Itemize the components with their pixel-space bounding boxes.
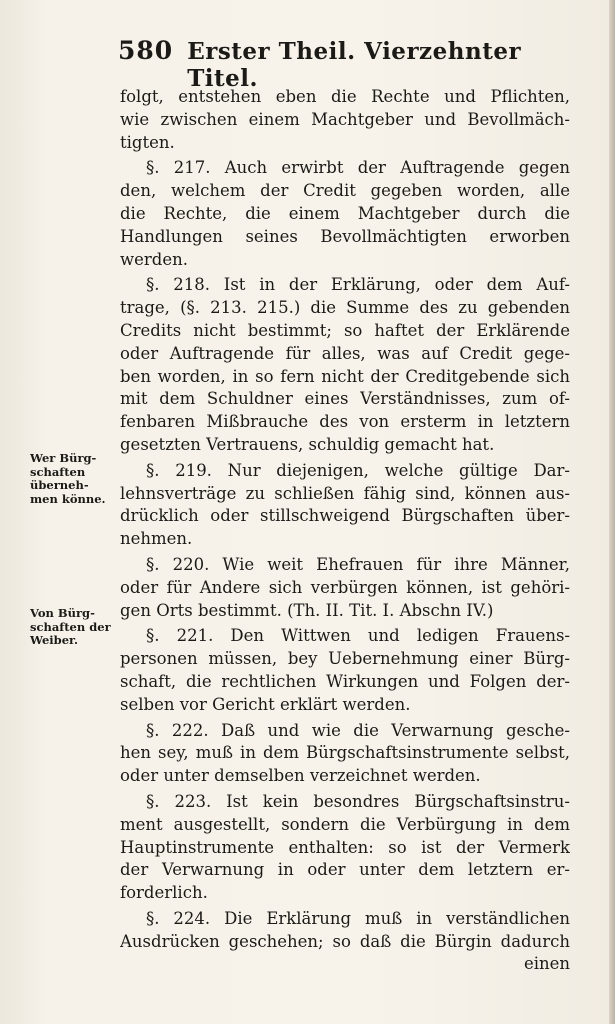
margin-note-women [30, 607, 110, 648]
text-line: Credits nicht bestimmt; so haftet der Erklärende [120, 320, 570, 340]
text-line: ment ausgestellt, sondern die Verbürgung in dem [120, 814, 570, 834]
text-line: nehmen. [120, 529, 193, 549]
text-line: hen sey, muß in dem Bürgschaftsinstrumente selbst, [120, 743, 570, 763]
page-edge [609, 0, 615, 1024]
text-line: §. 217. Auch erwirbt der Auftragende gegen [146, 158, 570, 178]
margin-note-line: Weiber. [30, 633, 79, 647]
margin-note-line: schaften der [30, 619, 111, 634]
page-number: 580 [118, 36, 174, 65]
text-line: §. 220. Wie weit Ehefrauen für ihre Männer, [146, 554, 570, 574]
text-line: lehnsverträge zu schließen fähig sind, können aus- [120, 483, 570, 503]
margin-note-line: men könne. [30, 491, 106, 506]
text-line: drücklich oder stillschweigend Bürgschaften über- [120, 506, 570, 526]
text-line: §. 222. Daß und wie die Verwarnung gesche- [146, 720, 570, 740]
text-line: forderlich. [120, 883, 208, 903]
text-line: trage, (§. 213. 215.) die Summe des zu gebenden [120, 298, 570, 318]
text-line: §. 224. Die Erklärung muß in verständlichen [146, 908, 570, 928]
text-line: oder für Andere sich verbürgen können, ist gehöri- [120, 577, 570, 597]
text-line: Handlungen seines Bevollmächtigten erworben [120, 226, 570, 246]
margin-note-line: Von Bürg- [30, 606, 95, 620]
text-line: fenbaren Mißbrauche des von ersterm in letztern [120, 412, 570, 432]
text-line: selben vor Gericht erklärt werden. [120, 694, 411, 714]
text-line: gesetzten Vertrauens, schuldig gemacht hat. [120, 434, 495, 454]
text-line: gen Orts bestimmt. (Th. II. Tit. I. Abschn IV.) [120, 600, 494, 620]
text-line: §. 219. Nur diejenigen, welche gültige Dar- [146, 460, 570, 480]
text-line: tigten. [120, 132, 175, 152]
text-line: wie zwischen einem Machtgeber und Bevollmäch- [120, 109, 570, 129]
text-line: Ausdrücken geschehen; so daß die Bürgin dadurch [120, 931, 570, 951]
text-line: schaft, die rechtlichen Wirkungen und Folgen der- [120, 671, 570, 691]
text-line: personen müssen, bey Uebernehmung einer Bürg- [120, 649, 570, 669]
text-line: werden. [120, 249, 188, 269]
page-header [118, 36, 568, 92]
text-line: einen [523, 954, 570, 974]
text-line: oder Auftragende für alles, was auf Credit gege- [120, 343, 570, 363]
text-line: folgt, entstehen eben die Rechte und Pflichten, [120, 87, 570, 106]
margin-note-guarantors [30, 452, 110, 506]
body-text [120, 86, 570, 976]
text-line: der Verwarnung in oder unter dem letztern er- [120, 860, 570, 880]
text-line: den, welchem der Credit gegeben worden, alle [120, 181, 570, 201]
text-line: oder unter demselben verzeichnet werden. [120, 766, 481, 786]
text-line: §. 218. Ist in der Erklärung, oder dem Auf- [146, 275, 570, 295]
text-line: die Rechte, die einem Machtgeber durch die [120, 203, 570, 223]
margin-note-line: überneh- [30, 478, 89, 492]
running-title: Erster Theil. Vierzehnter Titel. [187, 38, 522, 92]
text-line: ben worden, in so fern nicht der Creditgebende sich [120, 366, 570, 386]
text-line: §. 223. Ist kein besondres Bürgschaftsinstru- [146, 791, 570, 811]
margin-note-line: Wer Bürg- [30, 451, 97, 465]
text-line: mit dem Schuldner eines Verständnisses, zum of- [120, 389, 570, 409]
text-line: Hauptinstrumente enthalten: so ist der Vermerk [120, 837, 570, 857]
margin-note-line: schaften [30, 464, 86, 479]
text-line: §. 221. Den Wittwen und ledigen Frauens- [146, 626, 570, 646]
